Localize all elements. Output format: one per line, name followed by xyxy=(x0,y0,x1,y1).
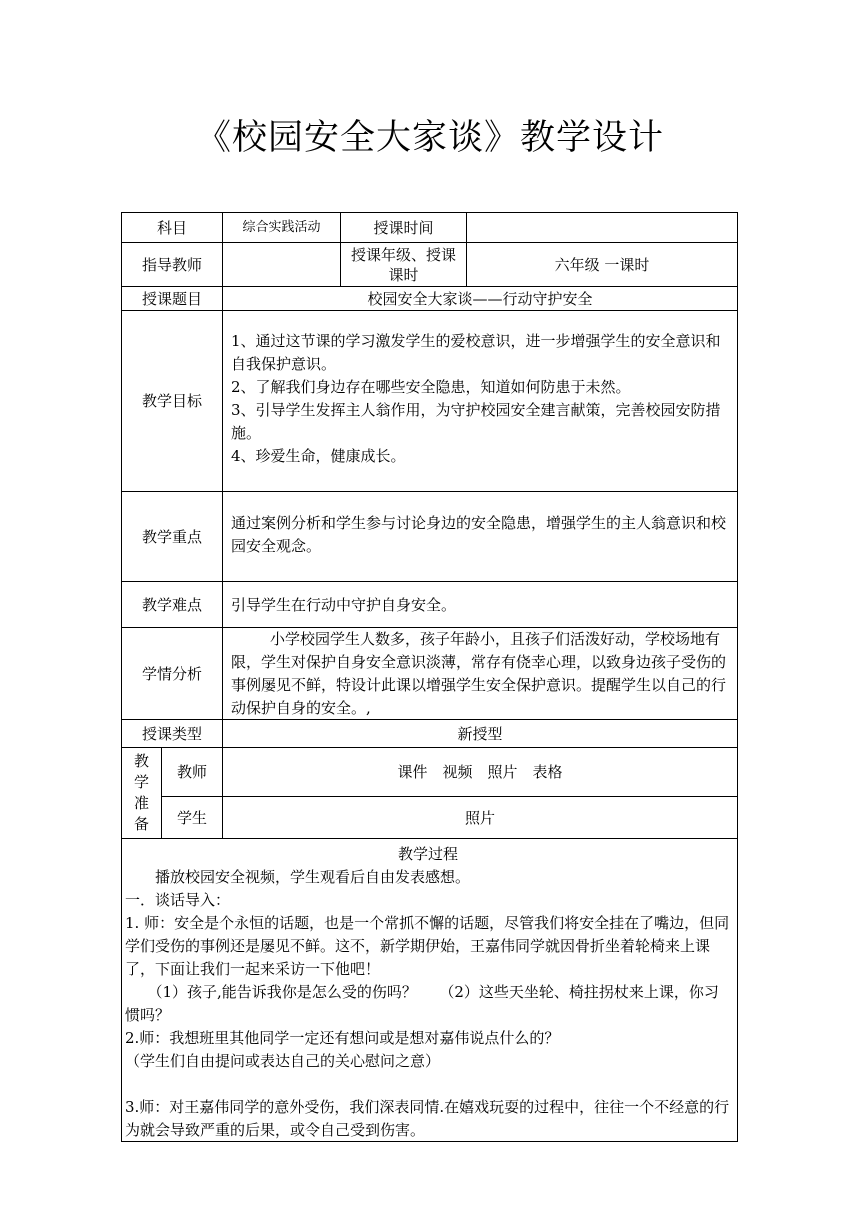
analysis-value xyxy=(223,628,737,720)
teacher-label: 指导教师 xyxy=(122,243,223,287)
grade-value: 六年级 一课时 xyxy=(467,243,737,287)
prep-teacher-label: 教师 xyxy=(162,748,223,797)
prep-label-char: 准 xyxy=(133,794,149,812)
difficulty-label: 教学难点 xyxy=(122,582,223,628)
prep-student-label: 学生 xyxy=(162,797,223,839)
process-line: （1）孩子,能告诉我你是怎么受的伤吗？ （2）这些天坐轮、椅拄拐杖来上课，你习惯吗？ xyxy=(125,983,719,1024)
prep-label-char: 备 xyxy=(133,815,149,833)
process-line: 2.师：我想班里其他同学一定还有想问或是想对嘉伟说点什么的？ xyxy=(125,1029,560,1047)
type-value: 新授型 xyxy=(223,720,737,748)
process-line: 播放校园安全视频，学生观看后自由发表感想。 xyxy=(125,868,471,886)
process-line: （学生们自由提问或表达自己的关心慰问之意） xyxy=(125,1052,441,1070)
prep-student-value: 照片 xyxy=(223,797,737,839)
goals-list xyxy=(223,311,737,492)
teaching-process xyxy=(122,839,737,1141)
time-value xyxy=(467,213,737,243)
goals-label: 教学目标 xyxy=(122,311,223,492)
grade-label: 授课年级、授课课时 xyxy=(341,243,467,287)
process-line: 一．谈话导入： xyxy=(125,891,231,909)
page-title: 《校园安全大家谈》教学设计 xyxy=(195,118,664,158)
prep-label-char: 学 xyxy=(133,773,149,791)
goal-item: 2、了解我们身边存在哪些安全隐患，知道如何防患于未然。 xyxy=(231,378,631,396)
lesson-plan-table xyxy=(121,212,738,1142)
time-label: 授课时间 xyxy=(341,213,467,243)
process-line: 3.师：对王嘉伟同学的意外受伤，我们深表同情.在嬉戏玩耍的过程中，往往一个不经意的行为就会导致严重的后果，或令自己受到伤害。 xyxy=(125,1098,730,1139)
goal-item: 4、珍爱生命，健康成长。 xyxy=(231,447,406,465)
prep-label xyxy=(122,748,162,839)
type-label: 授课类型 xyxy=(122,720,223,748)
process-line: 1. 师：安全是个永恒的话题，也是一个常抓不懈的话题，尽管我们将安全挂在了嘴边，但同学们受伤的事例还是屡见不鲜。这不，新学期伊始，王嘉伟同学就因骨折坐着轮椅来上课了，下面让我们一起来采访一下他吧！ xyxy=(125,914,730,978)
process-heading: 教学过程 xyxy=(397,845,458,863)
goal-item: 3、引导学生发挥主人翁作用，为守护校园安全建言献策，完善校园安防措施。 xyxy=(231,401,721,442)
focus-text: 通过案例分析和学生参与讨论身边的安全隐患，增强学生的主人翁意识和校园安全观念。 xyxy=(231,514,727,555)
topic-value: 校园安全大家谈——行动守护安全 xyxy=(223,287,737,311)
topic-label: 授课题目 xyxy=(122,287,223,311)
analysis-label: 学情分析 xyxy=(122,628,223,720)
difficulty-value: 引导学生在行动中守护自身安全。 xyxy=(223,582,737,628)
focus-label: 教学重点 xyxy=(122,492,223,582)
subject-value: 综合实践活动 xyxy=(223,213,341,243)
teacher-value xyxy=(223,243,341,287)
process-line xyxy=(125,1073,731,1096)
prep-label-char: 教 xyxy=(133,752,149,770)
goal-item: 1、通过这节课的学习激发学生的爱校意识，进一步增强学生的安全意识和自我保护意识。 xyxy=(231,332,721,373)
analysis-text: 小学校园学生人数多，孩子年龄小，且孩子们活泼好动，学校场地有限，学生对保护自身安全意识淡薄，常存有侥幸心理，以致身边孩子受伤的事例屡见不鲜，特设计此课以增强学生安全保护意识。提醒学生以自己的行动保护自身的安全。, xyxy=(231,630,727,717)
subject-label: 科目 xyxy=(122,213,223,243)
prep-teacher-value: 课件 视频 照片 表格 xyxy=(223,748,737,797)
focus-value xyxy=(223,492,737,582)
